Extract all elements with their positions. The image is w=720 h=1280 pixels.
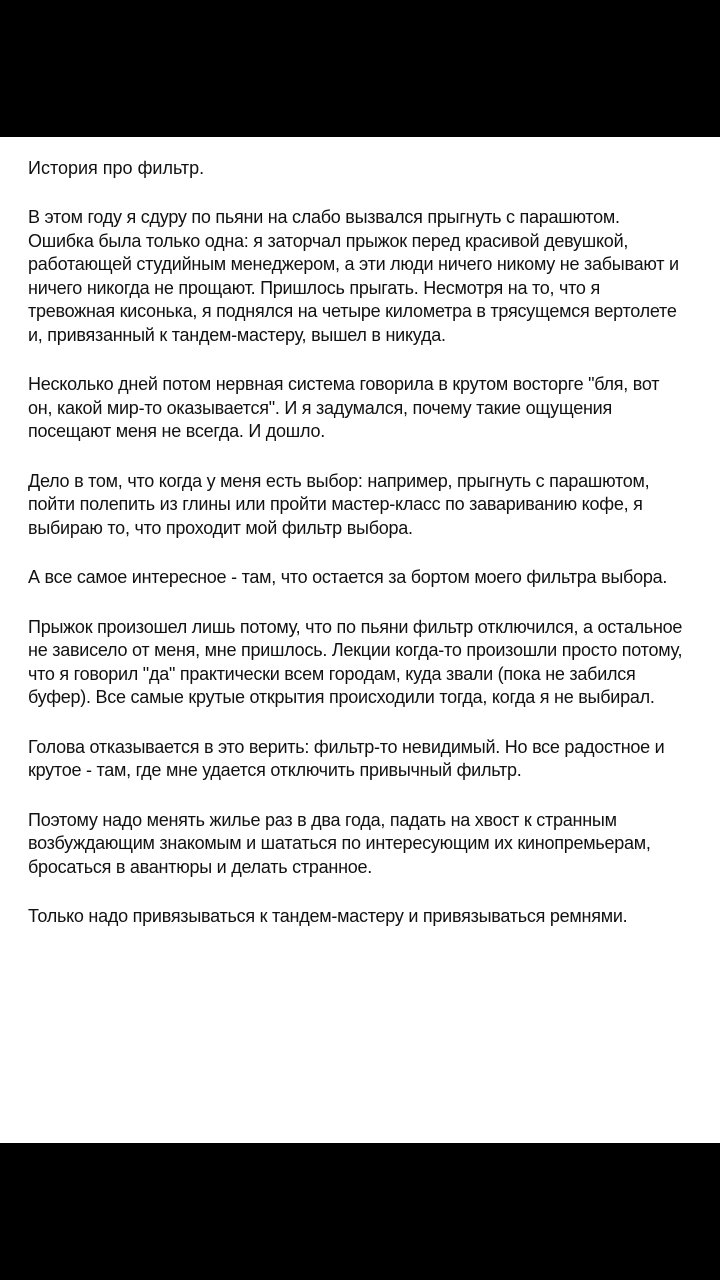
document-page — [0, 137, 720, 1143]
bottom-black-bar — [0, 1143, 720, 1280]
paragraph-1: В этом году я сдуру по пьяни на слабо вызвался прыгнуть с парашютом. Ошибка была только одна: я заторчал прыжок перед красивой девушкой, работающей студийным менеджером, а эти люди ничего никому не забывают и ничего никогда не прощают. Пришлось прыгать. Несмотря на то, что я тревожная кисонька, я поднялся на четыре километра в трясущемся вертолете и, привязанный к тандем-мастеру, вышел в никуда. — [28, 207, 679, 345]
document-title: История про фильтр. — [28, 158, 205, 178]
paragraph-8: Только надо привязываться к тандем-мастеру и привязываться ремнями. — [28, 906, 628, 926]
paragraph-2: Несколько дней потом нервная система говорила в крутом восторге "бля, вот он, какой мир-то оказывается". И я задумался, почему такие ощущения посещают меня не всегда. И дошло. — [28, 374, 660, 441]
paragraph-6: Голова отказывается в это верить: фильтр-то невидимый. Но все радостное и крутое - там, где мне удается отключить привычный фильтр. — [28, 736, 665, 780]
paragraph-7: Поэтому надо менять жилье раз в два года, падать на хвост к странным возбуждающим знакомым и шататься по интересующим их кинопремьерам, бросаться в авантюры и делать странное. — [28, 809, 651, 877]
top-black-bar — [0, 0, 720, 137]
paragraph-5: Прыжок произошел лишь потому, что по пьяни фильтр отключился, а остальное не зависело от меня, мне пришлось. Лекции когда-то произошли просто потому, что я говорил "да" практически всем городам, куда звали (пока не забился буфер). Все самые крутые открытия происходили тогда, когда я не выбирал. — [28, 616, 683, 707]
paragraph-3: Дело в том, что когда у меня есть выбор: например, прыгнуть с парашютом, пойти полепить из глины или пройти мастер-класс по завариванию кофе, я выбираю то, что проходит мой фильтр выбора. — [28, 470, 650, 538]
paragraph-4: А все самое интересное - там, что остается за бортом моего фильтра выбора. — [28, 567, 668, 587]
